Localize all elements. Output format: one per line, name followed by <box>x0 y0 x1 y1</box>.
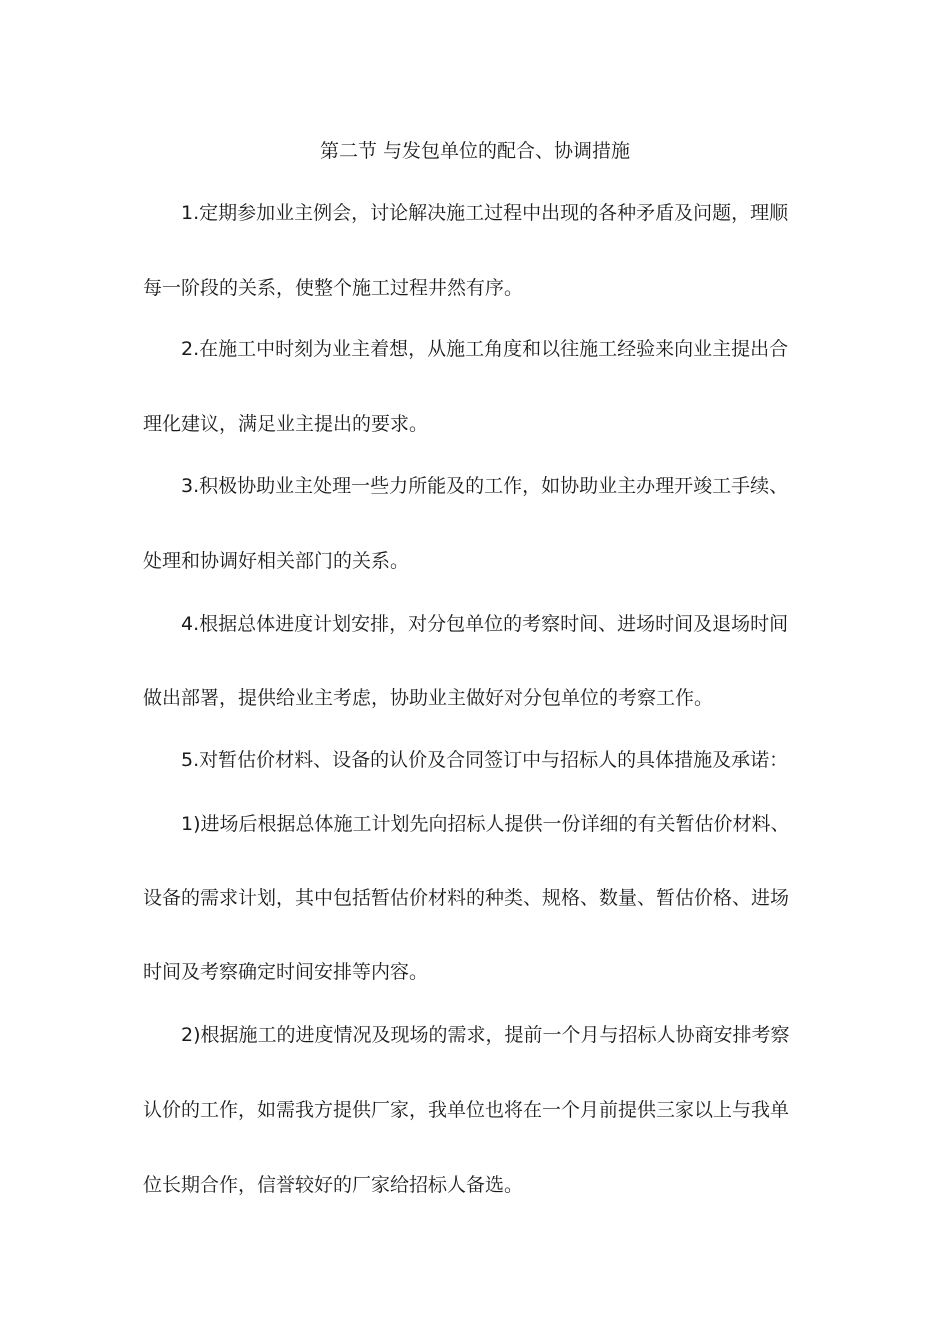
paragraph-line: 2.在施工中时刻为业主着想，从施工角度和以往施工经验来向业主提出合 <box>181 338 789 360</box>
paragraph-line: 位长期合作，信誉较好的厂家给招标人备选。 <box>143 1174 524 1196</box>
paragraph-line: 2)根据施工的进度情况及现场的需求，提前一个月与招标人协商安排考察 <box>181 1024 790 1046</box>
paragraph-line: 理化建议，满足业主提出的要求。 <box>143 413 429 435</box>
paragraph-line: 1)进场后根据总体施工计划先向招标人提供一份详细的有关暂估价材料、 <box>181 813 790 835</box>
paragraph-line: 处理和协调好相关部门的关系。 <box>143 550 410 572</box>
paragraph-line: 3.积极协助业主处理一些力所能及的工作，如协助业主办理开竣工手续、 <box>181 475 789 497</box>
paragraph-line: 时间及考察确定时间安排等内容。 <box>143 961 429 983</box>
section-title: 第二节 与发包单位的配合、协调措施 <box>319 140 631 162</box>
paragraph-line: 1.定期参加业主例会，讨论解决施工过程中出现的各种矛盾及问题，理顺 <box>181 202 789 224</box>
paragraph-line: 认价的工作，如需我方提供厂家，我单位也将在一个月前提供三家以上与我单 <box>143 1099 790 1121</box>
paragraph-line: 做出部署，提供给业主考虑，协助业主做好对分包单位的考察工作。 <box>143 687 714 709</box>
paragraph-line: 5.对暂估价材料、设备的认价及合同签订中与招标人的具体措施及承诺： <box>181 749 789 771</box>
paragraph-line: 设备的需求计划，其中包括暂估价材料的种类、规格、数量、暂估价格、进场 <box>143 887 790 909</box>
paragraph-line: 每一阶段的关系，使整个施工过程井然有序。 <box>143 277 524 299</box>
paragraph-line: 4.根据总体进度计划安排，对分包单位的考察时间、进场时间及退场时间 <box>181 613 789 635</box>
